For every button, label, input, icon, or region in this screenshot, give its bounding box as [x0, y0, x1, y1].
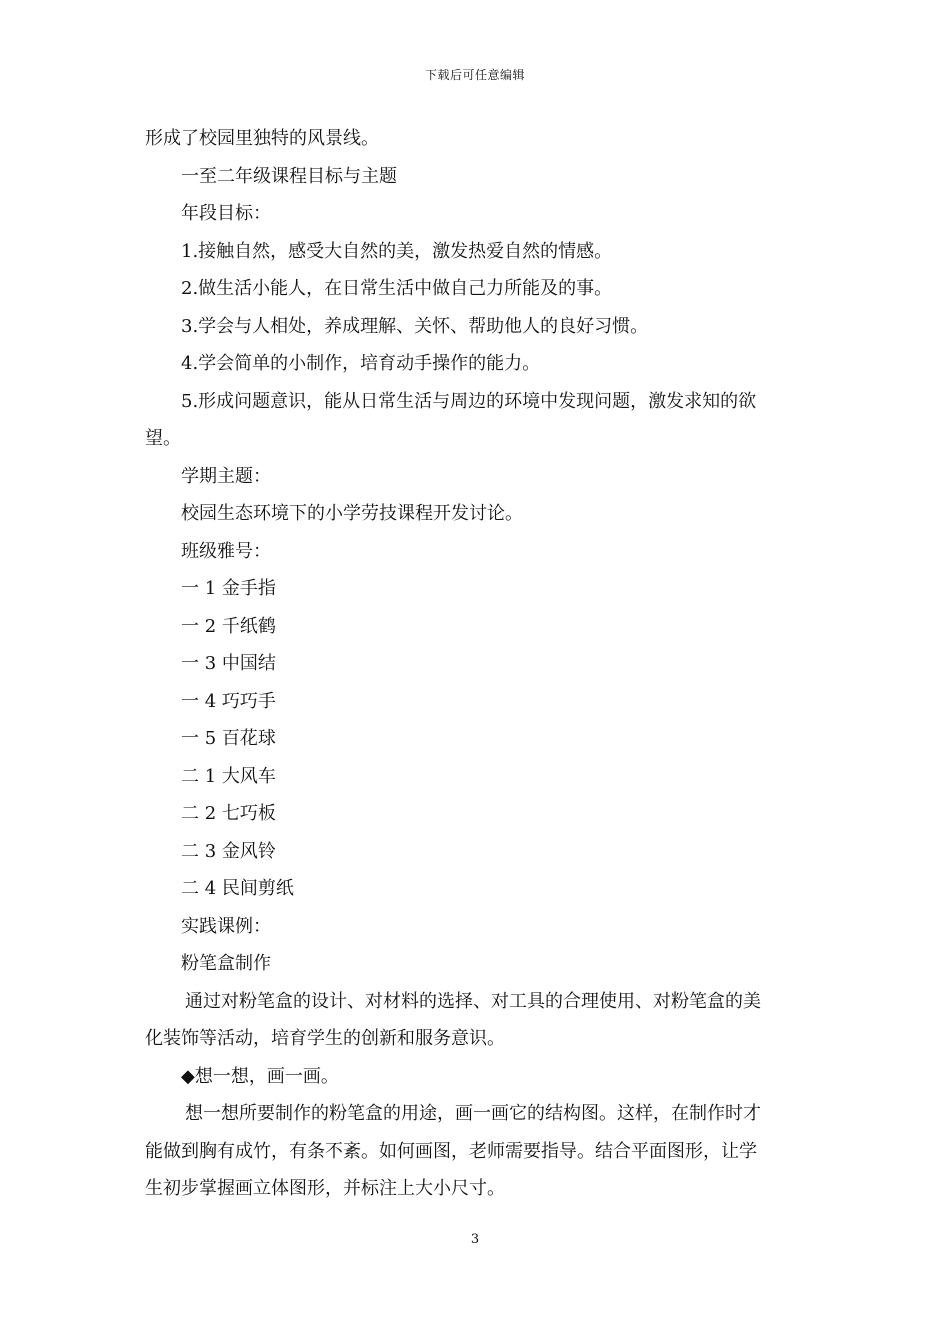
class-name-item: 一 2 千纸鹤: [181, 615, 276, 637]
text-line: 校园生态环境下的小学劳技课程开发讨论。: [181, 503, 523, 524]
paragraph-line: 生初步掌握画立体图形，并标注上大小尺寸。: [145, 1178, 505, 1199]
paragraph-line: 通过对粉笔盒的设计、对材料的选择、对工具的合理使用、对粉笔盒的美: [185, 990, 761, 1012]
paragraph-line: 想一想所要制作的粉笔盒的用途，画一画它的结构图。这样，在制作时才: [185, 1103, 761, 1124]
class-name-item: 二 4 民间剪纸: [181, 878, 294, 899]
page-header: 下载后可任意编辑: [424, 68, 525, 82]
class-name-item: 二 1 大风车: [181, 765, 276, 787]
subheading: 学期主题：: [181, 465, 271, 487]
text-line: 形成了校园里独特的风景线。: [145, 128, 379, 149]
goal-item-5: 5.形成问题意识，能从日常生活与周边的环境中发现问题，激发求知的欲: [181, 390, 757, 412]
class-name-item: 二 2 七巧板: [181, 803, 276, 824]
text-line: 望。: [145, 428, 181, 449]
section-heading: 一至二年级课程目标与主题: [181, 165, 397, 187]
class-name-item: 二 3 金风铃: [181, 840, 276, 862]
subheading: 实践课例：: [181, 915, 271, 937]
subheading: 班级雅号：: [181, 540, 271, 562]
goal-item-1: 1.接触自然，感受大自然的美，激发热爱自然的情感。: [181, 240, 613, 262]
text-line: 粉笔盒制作: [181, 953, 271, 974]
document-body: [145, 120, 807, 1208]
class-name-item: 一 3 中国结: [181, 653, 276, 674]
paragraph-line: 化装饰等活动，培育学生的创新和服务意识。: [145, 1028, 505, 1049]
goal-item-3: 3.学会与人相处，养成理解、关怀、帮助他人的良好习惯。: [181, 315, 649, 337]
page-number: 3: [470, 1232, 480, 1247]
bullet-heading: ◆想一想，画一画。: [181, 1065, 339, 1087]
subheading: 年段目标：: [181, 203, 271, 224]
class-name-item: 一 5 百花球: [181, 728, 276, 749]
goal-item-4: 4.学会简单的小制作，培育动手操作的能力。: [181, 353, 541, 374]
class-name-item: 一 4 巧巧手: [181, 690, 276, 712]
class-name-item: 一 1 金手指: [181, 578, 276, 599]
goal-item-2: 2.做生活小能人，在日常生活中做自己力所能及的事。: [181, 278, 613, 299]
paragraph-line: 能做到胸有成竹，有条不紊。如何画图，老师需要指导。结合平面图形，让学: [145, 1140, 757, 1162]
